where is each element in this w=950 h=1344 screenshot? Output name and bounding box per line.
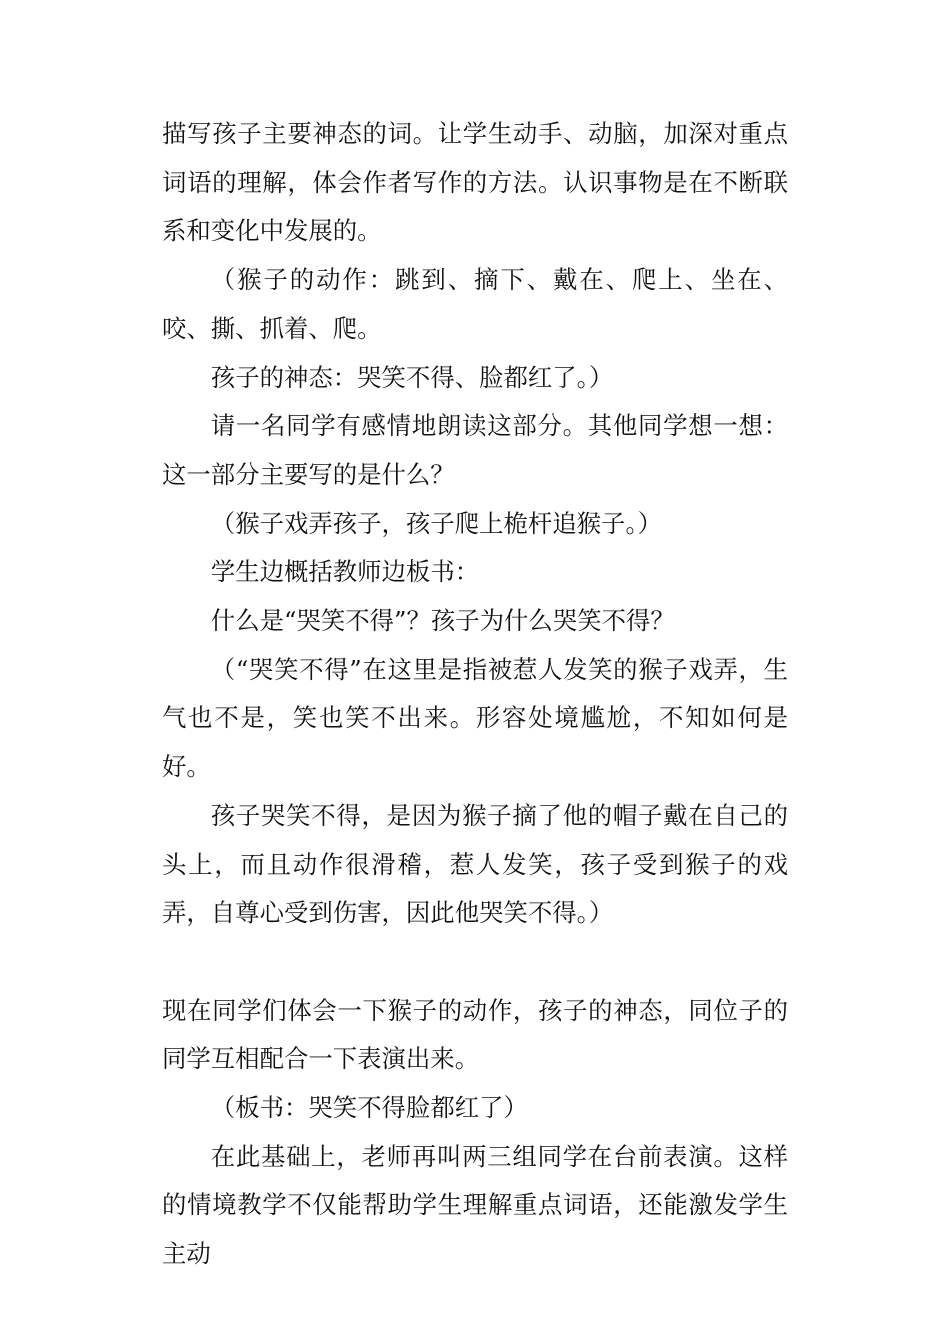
paragraph: （猴子的动作：跳到、摘下、戴在、爬上、坐在、咬、撕、抓着、爬。 bbox=[162, 265, 788, 343]
document-body bbox=[162, 110, 788, 1279]
paragraph: （板书：哭笑不得脸都红了） bbox=[210, 1093, 528, 1123]
blank-line bbox=[162, 938, 788, 987]
paragraph: （猴子戏弄孩子，孩子爬上桅杆追猴子。） bbox=[210, 508, 663, 538]
paragraph: 学生边概括教师边板书： bbox=[210, 557, 480, 587]
paragraph: 在此基础上，老师再叫两三组同学在台前表演。这样的情境教学不仅能帮助学生理解重点词语，还能激发学生主动 bbox=[162, 1141, 788, 1269]
paragraph: 请一名同学有感情地朗读这部分。其他同学想一想：这一部分主要写的是什么？ bbox=[162, 411, 788, 489]
paragraph: 孩子哭笑不得，是因为猴子摘了他的帽子戴在自己的头上，而且动作很滑稽，惹人发笑，孩子受到猴子的戏弄，自尊心受到伤害，因此他哭笑不得。） bbox=[162, 800, 788, 928]
paragraph: 孩子的神态：哭笑不得、脸都红了。） bbox=[210, 362, 614, 392]
paragraph: （“哭笑不得”在这里是指被惹人发笑的猴子戏弄，生气也不是，笑也笑不出来。形容处境尴尬，不知如何是好。 bbox=[162, 654, 788, 782]
paragraph: 描写孩子主要神态的词。让学生动手、动脑，加深对重点词语的理解，体会作者写作的方法。认识事物是在不断联系和变化中发展的。 bbox=[162, 119, 788, 246]
paragraph: 现在同学们体会一下猴子的动作，孩子的神态，同位子的同学互相配合一下表演出来。 bbox=[162, 995, 788, 1074]
paragraph: 什么是“哭笑不得”？孩子为什么哭笑不得？ bbox=[210, 606, 675, 636]
